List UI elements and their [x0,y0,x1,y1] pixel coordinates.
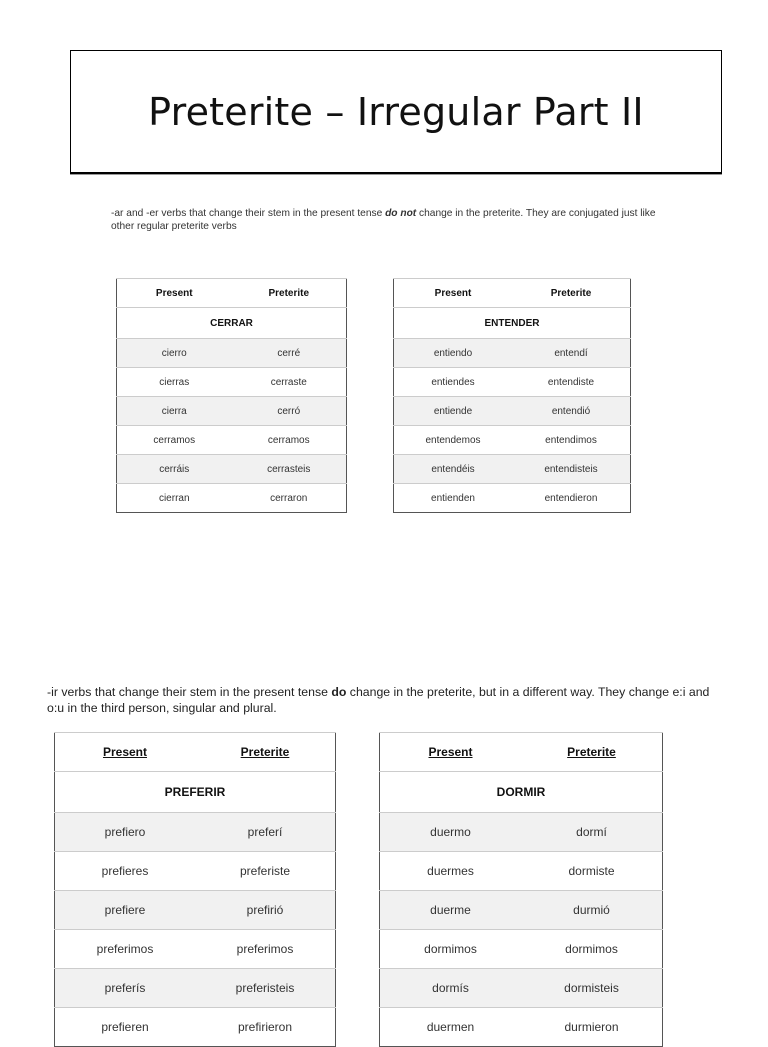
preterite-form: preferiste [195,852,336,891]
table-row [55,969,336,1008]
table-row [380,930,663,969]
note1-text-end: change in the preterite. They are conjugated just like other regular preterite verbs [111,208,656,233]
preterite-form: cerró [232,397,347,426]
preterite-form: preferimos [195,930,336,969]
present-form: duerme [380,891,522,930]
note2-emphasis: do [331,685,347,699]
preterite-form: dormí [521,813,663,852]
page-title: Preterite – Irregular Part II [148,89,644,134]
preterite-form: cerraron [232,484,347,513]
present-form: preferís [55,969,196,1008]
table-row [380,969,663,1008]
table-row [394,339,631,368]
present-form: dormimos [380,930,522,969]
title-box [70,50,722,174]
table-row [394,368,631,397]
present-form: entiendo [394,339,513,368]
preterite-form: cerraste [232,368,347,397]
table-row [394,484,631,513]
preterite-form: preferisteis [195,969,336,1008]
present-form: entiendes [394,368,513,397]
table-row [380,891,663,930]
table-row [117,397,347,426]
preterite-form: cerrasteis [232,455,347,484]
preterite-form: entendí [512,339,631,368]
header-preterite: Preterite [512,279,631,308]
table-row [55,930,336,969]
note-ar-er-verbs [111,207,681,234]
table-row [380,1008,663,1047]
preterite-form: entendimos [512,426,631,455]
note1-emphasis: do not [385,208,417,219]
present-form: entendemos [394,426,513,455]
present-form: prefiero [55,813,196,852]
preterite-form: durmió [521,891,663,930]
header-present: Present [117,279,232,308]
table-row [117,484,347,513]
preterite-form: durmieron [521,1008,663,1047]
verb-name: CERRAR [117,308,347,339]
header-preterite: Preterite [195,733,336,772]
header-present: Present [394,279,513,308]
preterite-form: cerré [232,339,347,368]
present-form: duermo [380,813,522,852]
preterite-form: entendisteis [512,455,631,484]
present-form: cierras [117,368,232,397]
present-form: cierran [117,484,232,513]
table-row [117,368,347,397]
present-form: cierra [117,397,232,426]
table-row [117,455,347,484]
table-row [55,852,336,891]
preterite-form: preferí [195,813,336,852]
preterite-form: entendiste [512,368,631,397]
present-form: prefieren [55,1008,196,1047]
present-form: entendéis [394,455,513,484]
table-row [55,1008,336,1047]
note2-text-end: change in the preterite, but in a different way. They change e:i and o:u in the third person, singular and plural. [47,685,710,715]
header-present: Present [380,733,522,772]
table-row [380,852,663,891]
preterite-form: dormisteis [521,969,663,1008]
conjugation-table-dormir [379,732,663,1047]
preterite-form: prefirió [195,891,336,930]
verb-name: ENTENDER [394,308,631,339]
preterite-form: entendieron [512,484,631,513]
present-form: preferimos [55,930,196,969]
present-form: prefiere [55,891,196,930]
note2-text-start: -ir verbs that change their stem in the present tense [47,685,332,699]
present-form: cerramos [117,426,232,455]
note-ir-verbs [47,685,727,717]
table-row [394,455,631,484]
header-preterite: Preterite [232,279,347,308]
table-row [55,813,336,852]
preterite-form: prefirieron [195,1008,336,1047]
present-form: prefieres [55,852,196,891]
preterite-form: cerramos [232,426,347,455]
preterite-form: entendió [512,397,631,426]
header-present: Present [55,733,196,772]
preterite-form: dormimos [521,930,663,969]
conjugation-table-preferir [54,732,336,1047]
conjugation-table-cerrar [116,278,347,513]
verb-name: PREFERIR [55,772,336,813]
present-form: entienden [394,484,513,513]
verb-name: DORMIR [380,772,663,813]
present-form: dormís [380,969,522,1008]
header-preterite: Preterite [521,733,663,772]
present-form: duermen [380,1008,522,1047]
table-row [55,891,336,930]
present-form: cerráis [117,455,232,484]
table-row [117,426,347,455]
table-row [394,426,631,455]
note1-text-start: -ar and -er verbs that change their stem in the present tense [111,208,386,219]
table-row [117,339,347,368]
present-form: duermes [380,852,522,891]
present-form: cierro [117,339,232,368]
table-row [394,397,631,426]
preterite-form: dormiste [521,852,663,891]
conjugation-table-entender [393,278,631,513]
present-form: entiende [394,397,513,426]
table-row [380,813,663,852]
